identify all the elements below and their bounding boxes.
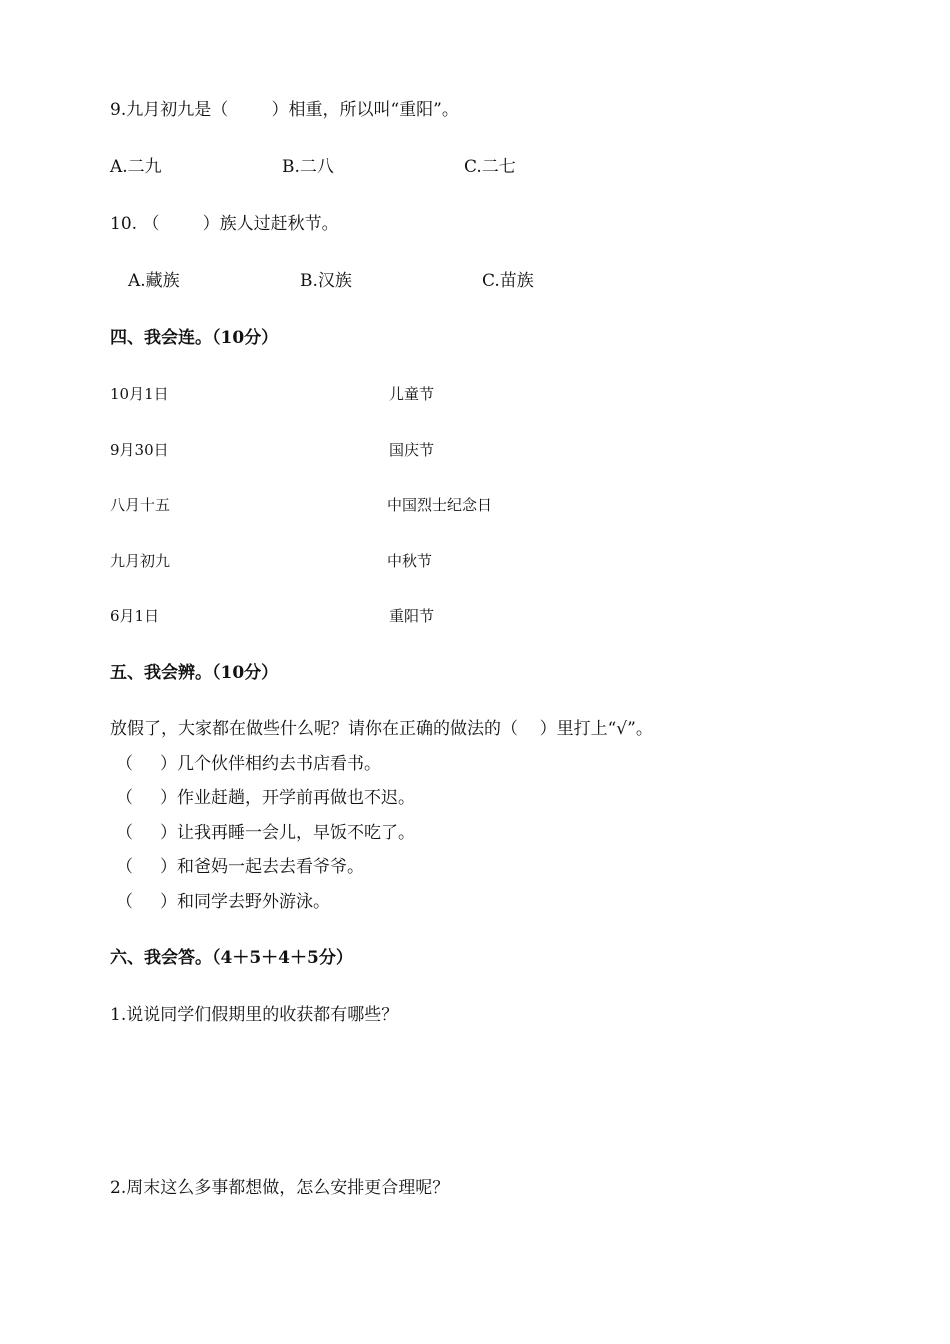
match-right-item: 中国烈士纪念日: [387, 496, 493, 514]
question-9-option-b: B.二八: [282, 157, 334, 177]
question-10-option-b: B.汉族: [300, 271, 352, 291]
match-left-item: 九月初九: [110, 552, 171, 570]
match-right-item: 国庆节: [389, 441, 435, 459]
section-5-heading: 五、我会辨。（10分）: [110, 663, 279, 683]
judge-item: （ ）几个伙伴相约去书店看书。: [116, 754, 382, 774]
question-10-option-a: A.藏族: [128, 271, 180, 291]
question-9-stem: 9.九月初九是（ ）相重，所以叫“重阳”。: [110, 100, 459, 120]
answer-question-1: 1.说说同学们假期里的收获都有哪些？: [110, 1005, 399, 1025]
question-9-option-c: C.二七: [464, 157, 516, 177]
match-left-item: 10月1日: [110, 385, 169, 403]
question-10-stem: 10. （ ）族人过赶秋节。: [110, 214, 339, 234]
match-right-item: 中秋节: [387, 552, 433, 570]
judge-item: （ ）让我再睡一会儿，早饭不吃了。: [116, 823, 416, 843]
question-9-option-a: A.二九: [110, 157, 162, 177]
match-left-item: 6月1日: [110, 607, 160, 625]
judge-item: （ ）和爸妈一起去去看爷爷。: [116, 857, 365, 877]
judge-item: （ ）作业赶趟，开学前再做也不迟。: [116, 788, 416, 808]
match-right-item: 重阳节: [389, 607, 435, 625]
section-4-heading: 四、我会连。（10分）: [110, 328, 279, 348]
section-6-heading: 六、我会答。（4＋5＋4＋5分）: [110, 948, 353, 968]
match-right-item: 儿童节: [389, 385, 435, 403]
match-left-item: 八月十五: [110, 496, 171, 514]
section-5-intro: 放假了，大家都在做些什么呢？请你在正确的做法的（ ）里打上“√”。: [110, 719, 653, 739]
match-left-item: 9月30日: [110, 441, 169, 459]
judge-item: （ ）和同学去野外游泳。: [116, 892, 331, 912]
question-10-option-c: C.苗族: [482, 271, 534, 291]
answer-question-2: 2.周末这么多事都想做，怎么安排更合理呢？: [110, 1178, 450, 1198]
